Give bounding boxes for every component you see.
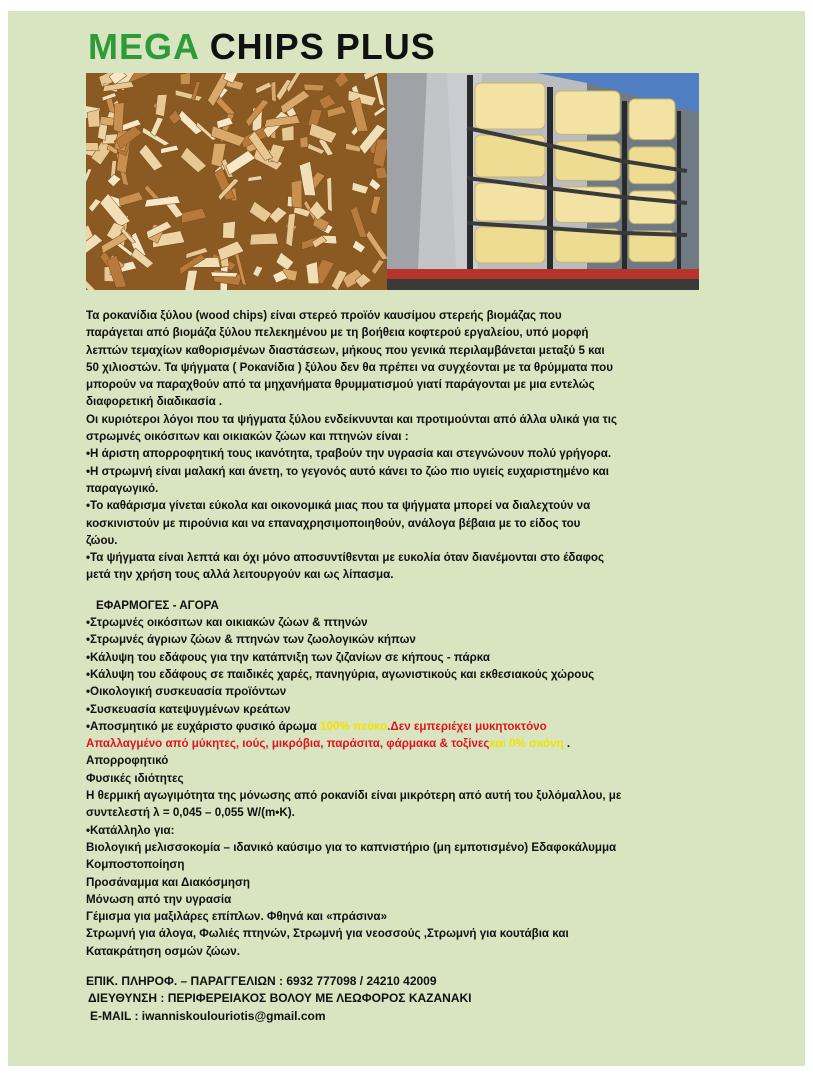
intro-line: •Τα ψήγματα είναι λεπτά και όχι μόνο αποσυντίθενται με ευκολία όταν διανέμονται στο έδαφος [86,551,604,565]
intro-line: μπορούν να παραχθούν από τα μηχανήματα θρυμματισμού γιατί παράγονται με μια εντελώς [86,378,595,392]
intro-line: Οι κυριότεροι λόγοι που τα ψήγματα ξύλου ενδείκνυνται και προτιμούνται από άλλα υλικά για τις [86,412,618,426]
property-line: συντελεστή λ = 0,045 – 0,055 W/(m•K). [86,806,295,820]
zero-dust-highlight: και 0% σκόνη [489,737,564,751]
title-chips-plus: CHIPS PLUS [209,26,436,67]
intro-line: •Το καθάρισμα γίνεται εύκολα και οικονομικά μιας που τα ψήγματα μπορεί να διαλεχτούν να [86,499,591,513]
application-item: •Στρωμνές οικόσιτων και οικιακών ζώων & πτηνών [86,616,368,630]
body-text [86,307,736,1025]
intro-line: διαφορετική διαδικασία . [86,395,223,409]
property-line: Προσάναμμα και Διακόσμηση [86,875,250,889]
free-from-suffix: . [563,737,571,751]
wood-chips-photo [86,73,387,290]
contact-address: ΔΙΕΥΘΥΝΣΗ : ΠΕΡΙΦΕΡΕΙΑΚΟΣ ΒΟΛΟΥ ΜΕ ΛΕΩΦΟΡΟΣ ΚΑΖΑΝΑΚΙ [88,991,472,1006]
intro-line: 50 χιλιοστών. Τα ψήγματα ( Ροκανίδια ) ξύλου δεν θα πρέπει να συγχέονται με τα θρύμματα που [86,360,614,374]
applications-section [86,597,736,753]
intro-section [86,307,736,584]
property-line: Κατακράτηση οσμών ζώων. [86,944,240,958]
intro-line: λεπτών τεμαχίων καθορισμένων διαστάσεων, μήκους που γενικά περιλαμβάνεται μεταξύ 5 και [86,343,605,357]
applications-heading: ΕΦΑΡΜΟΓΕΣ - ΑΓΟΡΑ [96,598,219,612]
contact-section [86,973,736,1025]
property-line: Φυσικές ιδιότητες [86,771,184,785]
intro-line: ζώου. [86,533,118,547]
application-item: •Στρωμνές άγριων ζώων & πτηνών των ζωολογικών κήπων [86,633,416,647]
title-mega: MEGA [88,26,199,67]
contact-phone: ΕΠΙΚ. ΠΛΗΡΟΦ. – ΠΑΡΑΓΓΕΛΙΩΝ : 6932 777098 / 24210 42009 [86,973,437,988]
application-item: •Συσκευασία κατεψυγμένων κρεάτων [86,702,291,716]
flyer-page [8,11,805,1066]
property-line: Μόνωση από την υγρασία [86,892,232,906]
intro-line: κοσκινιστούν με πιρούνια και να επαναχρησιμοποιηθούν, ανάλογα βέβαια με το είδος του [86,516,581,530]
aroma-line [86,718,736,735]
no-fungicide-note: .Δεν εμπεριέχει μυκητοκτόνο [387,719,547,733]
intro-line: •Η άριστη απορροφητική τους ικανότητα, τραβούν την υγρασία και στεγνώνουν πολύ γρήγορα. [86,447,612,461]
property-line: Γέμισμα για μαξιλάρες επίπλων. Φθηνά και «πράσινα» [86,910,388,924]
free-from-line [86,735,736,752]
intro-line: παράγεται από βιομάζα ξύλου πελεκημένου με τη βοήθεια κοφτερού εργαλείου, υπό μορφή [86,326,589,340]
application-item: •Κάλυψη του εδάφους σε παιδικές χαρές, πανηγύρια, αγωνιστικούς και εκθεσιακούς χώρους [86,667,595,681]
application-item: •Κάλυψη του εδάφους για την κατάπνιξη των ζιζανίων σε κήπους - πάρκα [86,650,490,664]
header-photos [86,73,699,290]
property-line: •Κατάλληλο για: [86,823,175,837]
intro-line: •Η στρωμνή είναι μαλακή και άνετη, το γεγονός αυτό κάνει το ζώο πιο υγιείς ευχαριστημένο και [86,464,609,478]
property-line: Η θερμική αγωγιμότητα της μόνωσης από ροκανίδι είναι μικρότερη από αυτή του ξυλόμαλλου, με [86,789,622,803]
application-item: •Οικολογική συσκευασία προϊόντων [86,685,287,699]
intro-line: Τα ροκανίδια ξύλου (wood chips) είναι στερεό προϊόν καυσίμου στερεής βιομάζας που [86,309,562,322]
page-title [88,27,436,67]
property-line: Απορροφητικό [86,754,169,768]
property-line: Στρωμνή για άλογα, Φωλιές πτηνών, Στρωμνή για νεοσσούς ,Στρωμνή για κουτάβια και [86,927,569,941]
truck-with-bags-photo [387,73,699,290]
free-from-text: Απαλλαγμένο από μύκητες, ιούς, μικρόβια, παράσιτα, φάρμακα & τοξίνες [86,737,490,751]
property-line: Κομποστοποίηση [86,858,185,872]
contact-email[interactable]: E-MAIL : iwanniskoulouriotis@gmail.com [90,1008,326,1023]
intro-line: παραγωγικό. [86,481,159,495]
intro-line: στρωμνές οικόσιτων και οικιακών ζώων και πτηνών είναι : [86,430,409,444]
properties-section [86,752,736,960]
intro-line: μετά την χρήση τους αλλά λειτουργούν και ως λίπασμα. [86,568,394,582]
aroma-prefix: •Αποσμητικό με ευχάριστο φυσικό άρωμα [86,719,320,733]
property-line: Βιολογική μελισσοκομία – ιδανικό καύσιμο για το καπνιστήριο (μη εμποτισμένο) Εδαφοκάλυμμα [86,840,617,854]
pine-highlight: 100% πεύκο [320,719,388,733]
